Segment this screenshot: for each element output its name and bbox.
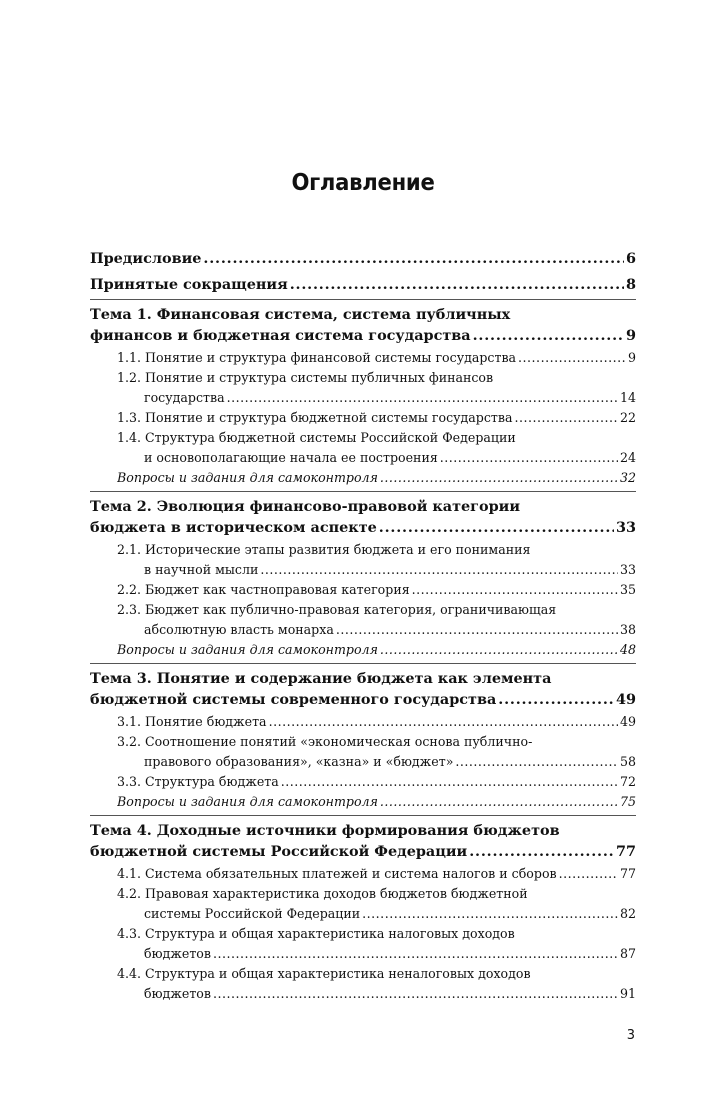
entry-label: в научной мысли [144, 562, 259, 577]
theme-title-line [90, 496, 636, 517]
subsection-line[interactable] [117, 348, 636, 368]
subsection-entry[interactable] [117, 428, 636, 468]
entry-label: Вопросы и задания для самоконтроля [117, 470, 378, 485]
subsection-line[interactable] [117, 448, 636, 468]
entry-label: 2.2. Бюджет как частноправовая категория [117, 582, 410, 597]
theme-section [90, 664, 636, 815]
entry-page-number: 77 [619, 866, 636, 881]
entry-page-number: 22 [619, 410, 636, 425]
dot-leader [336, 620, 618, 640]
dot-leader [380, 640, 618, 660]
entry-page-number: 33 [615, 519, 636, 536]
self-check-entry[interactable] [117, 792, 636, 812]
entry-page-number: 6 [625, 250, 636, 267]
entry-page-number: 91 [619, 986, 636, 1001]
dot-leader [380, 468, 618, 488]
subsection-entry[interactable] [117, 348, 636, 368]
entry-label: бюджетов [144, 946, 211, 961]
dot-leader [269, 712, 618, 732]
entry-label: Вопросы и задания для самоконтроля [117, 794, 378, 809]
theme-section [90, 492, 636, 663]
entry-label: бюджета в историческом аспекте [90, 519, 377, 536]
theme-section [90, 816, 636, 1007]
entry-page-number: 49 [615, 691, 636, 708]
subsection-line[interactable] [117, 904, 636, 924]
theme-title-line[interactable] [90, 517, 636, 538]
entry-label: бюджетов [144, 986, 211, 1001]
subsection-line[interactable] [117, 712, 636, 732]
dot-leader [380, 792, 618, 812]
entry-page-number: 38 [619, 622, 636, 637]
entry-page-number: 8 [625, 276, 636, 293]
subsection-line[interactable] [117, 560, 636, 580]
subsection-line[interactable] [117, 864, 636, 884]
theme-title-line [90, 820, 636, 841]
page-number: 3 [626, 1028, 635, 1043]
entry-page-number: 35 [619, 582, 636, 597]
entry-page-number: 82 [619, 906, 636, 921]
entry-label: 1.1. Понятие и структура финансовой системы государства [117, 350, 517, 365]
theme-title-text: Тема 2. Эволюция финансово-правовой категории [90, 498, 521, 515]
entry-page-number: 33 [619, 562, 636, 577]
dot-leader [281, 772, 618, 792]
toc-entry[interactable] [90, 274, 636, 295]
theme-title-text: Тема 3. Понятие и содержание бюджета как элемента [90, 670, 552, 687]
subsection-list [90, 348, 636, 488]
subsection-entry[interactable] [117, 964, 636, 1004]
subsection-line: 2.1. Исторические этапы развития бюджета и его понимания [117, 542, 531, 557]
theme-heading[interactable] [90, 304, 636, 346]
subsection-entry[interactable] [117, 732, 636, 772]
subsection-line: 4.3. Структура и общая характеристика налоговых доходов [117, 926, 515, 941]
dot-leader [379, 517, 614, 538]
toc-entry[interactable] [90, 248, 636, 269]
subsection-line: 4.2. Правовая характеристика доходов бюджетов бюджетной [117, 886, 528, 901]
dot-leader [362, 904, 618, 924]
subsection-entry[interactable] [117, 864, 636, 884]
subsection-entry[interactable] [117, 368, 636, 408]
theme-title-line [90, 304, 636, 325]
entry-label: Вопросы и задания для самоконтроля [117, 642, 378, 657]
theme-title-line [90, 668, 636, 689]
entry-page-number: 87 [619, 946, 636, 961]
dot-leader [203, 248, 624, 269]
entry-page-number: 75 [619, 794, 636, 809]
subsection-line: 3.2. Соотношение понятий «экономическая основа публично- [117, 734, 533, 749]
dot-leader [260, 560, 618, 580]
entry-page-number: 77 [615, 843, 636, 860]
entry-label: Принятые сокращения [90, 276, 288, 293]
theme-title-line[interactable] [90, 841, 636, 862]
dot-leader [559, 864, 618, 884]
subsection-line[interactable] [117, 620, 636, 640]
entry-label: 3.3. Структура бюджета [117, 774, 279, 789]
subsection-list [90, 712, 636, 812]
subsection-entry[interactable] [117, 712, 636, 732]
subsection-line[interactable] [117, 984, 636, 1004]
self-check-line[interactable] [117, 468, 636, 488]
dot-leader [213, 944, 618, 964]
subsection-entry[interactable] [117, 884, 636, 924]
self-check-entry[interactable] [117, 468, 636, 488]
theme-section [90, 300, 636, 491]
entry-label: правового образования», «казна» и «бюджет» [144, 754, 454, 769]
entry-page-number: 24 [619, 450, 636, 465]
entry-page-number: 49 [619, 714, 636, 729]
subsection-entry[interactable] [117, 600, 636, 640]
entry-label: бюджетной системы современного государства [90, 691, 497, 708]
entry-page-number: 48 [619, 642, 636, 657]
entry-label: 4.1. Система обязательных платежей и система налогов и сборов [117, 866, 557, 881]
entry-page-number: 58 [619, 754, 636, 769]
subsection-entry[interactable] [117, 772, 636, 792]
dot-leader [227, 388, 618, 408]
subsection-entry[interactable] [117, 408, 636, 428]
subsection-line: 2.3. Бюджет как публично-правовая категория, ограничивающая [117, 602, 557, 617]
entry-label: абсолютную власть монарха [144, 622, 334, 637]
self-check-line[interactable] [117, 792, 636, 812]
subsection-list [90, 864, 636, 1004]
theme-heading[interactable] [90, 820, 636, 862]
page-title: Оглавление [291, 170, 435, 196]
entry-label: 1.3. Понятие и структура бюджетной системы государства [117, 410, 513, 425]
subsection-line[interactable] [117, 752, 636, 772]
dot-leader [498, 689, 614, 710]
subsection-list [90, 540, 636, 660]
subsection-entry[interactable] [117, 924, 636, 964]
dot-leader [469, 841, 614, 862]
theme-title-line[interactable] [90, 689, 636, 710]
theme-heading[interactable] [90, 496, 636, 538]
dot-leader [473, 325, 624, 346]
dot-leader [440, 448, 618, 468]
dot-leader [518, 348, 626, 368]
entry-page-number: 72 [619, 774, 636, 789]
subsection-line[interactable] [117, 944, 636, 964]
entry-page-number: 14 [619, 390, 636, 405]
entry-page-number: 32 [619, 470, 636, 485]
dot-leader [290, 274, 624, 295]
entry-label: Предисловие [90, 250, 202, 267]
subsection-line[interactable] [117, 772, 636, 792]
entry-label: системы Российской Федерации [144, 906, 361, 921]
self-check-line[interactable] [117, 640, 636, 660]
entry-label: и основополагающие начала ее построения [144, 450, 438, 465]
subsection-line[interactable] [117, 388, 636, 408]
entry-page-number: 9 [625, 327, 636, 344]
subsection-line: 4.4. Структура и общая характеристика неналоговых доходов [117, 966, 531, 981]
theme-title-line[interactable] [90, 325, 636, 346]
front-matter-entries [90, 244, 636, 299]
subsection-line: 1.4. Структура бюджетной системы Российской Федерации [117, 430, 516, 445]
dot-leader [455, 752, 618, 772]
dot-leader [514, 408, 617, 428]
subsection-entry[interactable] [117, 580, 636, 600]
subsection-entry[interactable] [117, 540, 636, 580]
entry-label: финансов и бюджетная система государства [90, 327, 471, 344]
entry-page-number: 9 [627, 350, 636, 365]
self-check-entry[interactable] [117, 640, 636, 660]
entry-label: бюджетной системы Российской Федерации [90, 843, 468, 860]
subsection-line: 1.2. Понятие и структура системы публичных финансов [117, 370, 494, 385]
entry-label: государства [144, 390, 225, 405]
theme-title-text: Тема 4. Доходные источники формирования бюджетов [90, 822, 560, 839]
theme-heading[interactable] [90, 668, 636, 710]
theme-title-text: Тема 1. Финансовая система, система публичных [90, 306, 511, 323]
subsection-line[interactable] [117, 408, 636, 428]
entry-label: 3.1. Понятие бюджета [117, 714, 267, 729]
dot-leader [213, 984, 618, 1004]
table-of-contents [90, 244, 636, 1007]
dot-leader [412, 580, 618, 600]
subsection-line[interactable] [117, 580, 636, 600]
